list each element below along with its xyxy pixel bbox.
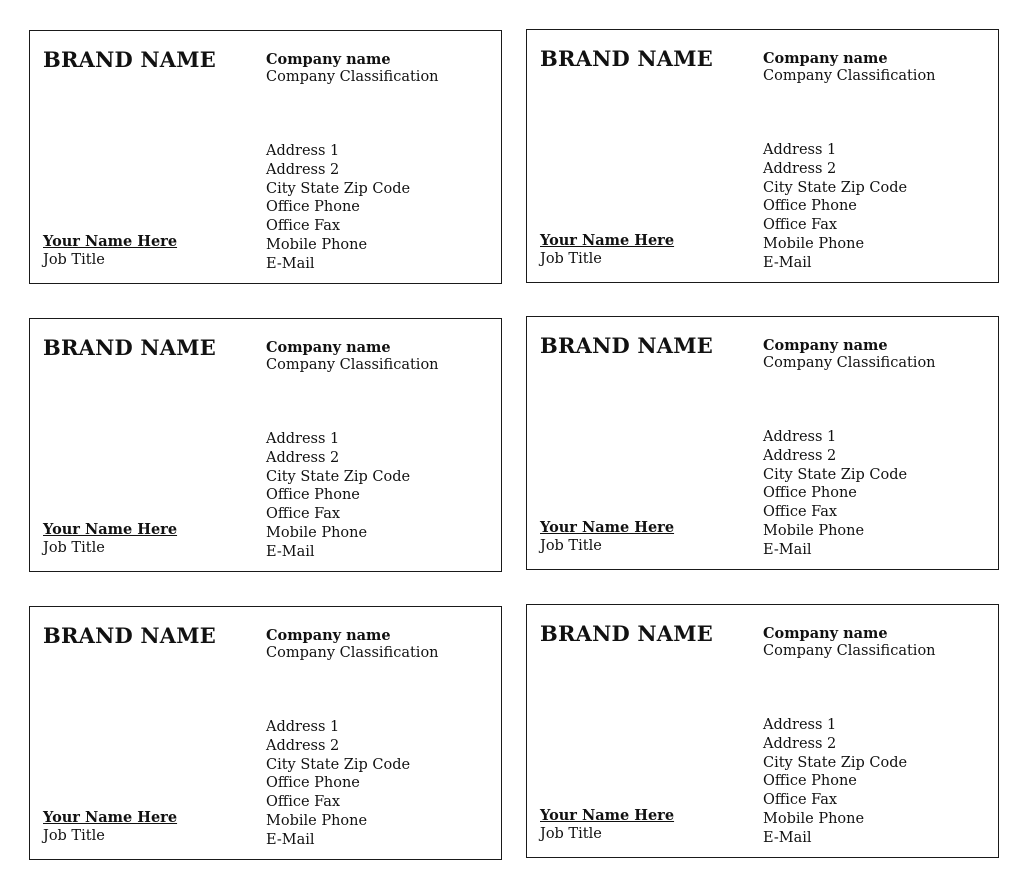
contact-details [266,142,410,274]
detail-address-1: Address 1 [266,719,340,735]
detail-email: E-Mail [266,831,315,848]
detail-office-fax: Office Fax [763,217,838,234]
detail-address-1: Address 1 [266,431,340,447]
detail-mobile-phone: Mobile Phone [763,235,865,252]
detail-address-1: Address 1 [763,142,837,158]
contact-details [266,430,410,562]
contact-details [763,428,907,560]
company-name: Company name [763,625,888,642]
detail-office-phone: Office Phone [266,487,360,504]
detail-office-phone: Office Phone [763,485,857,502]
detail-address-2: Address 2 [763,160,837,177]
detail-mobile-phone: Mobile Phone [266,236,368,253]
brand-name: BRAND NAME [540,621,713,646]
detail-address-2: Address 2 [763,447,837,464]
detail-address-2: Address 2 [266,161,340,178]
detail-office-phone: Office Phone [266,775,360,792]
contact-details [763,141,907,273]
detail-office-phone: Office Phone [763,773,857,790]
person-name: Your Name Here [540,232,675,249]
detail-mobile-phone: Mobile Phone [763,810,865,827]
detail-city-state-zip: City State Zip Code [266,756,411,773]
detail-email: E-Mail [763,541,812,558]
detail-office-phone: Office Phone [266,199,360,216]
detail-office-fax: Office Fax [763,792,838,809]
detail-office-fax: Office Fax [266,218,341,235]
company-classification: Company Classification [763,68,936,84]
business-card-1 [29,30,502,284]
business-card-3 [29,318,502,572]
person-name: Your Name Here [540,807,675,824]
brand-name: BRAND NAME [540,333,713,358]
detail-mobile-phone: Mobile Phone [266,812,368,829]
detail-email: E-Mail [763,254,812,271]
company-name: Company name [763,50,888,67]
detail-office-phone: Office Phone [763,198,857,215]
person-name: Your Name Here [43,809,178,826]
detail-email: E-Mail [763,829,812,846]
detail-address-2: Address 2 [266,449,340,466]
detail-mobile-phone: Mobile Phone [763,522,865,539]
brand-name: BRAND NAME [43,623,216,648]
detail-email: E-Mail [266,255,315,272]
detail-city-state-zip: City State Zip Code [763,754,908,771]
detail-office-fax: Office Fax [266,794,341,811]
job-title: Job Title [43,828,105,844]
business-card-4 [526,316,999,570]
job-title: Job Title [540,251,602,267]
detail-city-state-zip: City State Zip Code [763,466,908,483]
company-classification: Company Classification [266,357,439,373]
detail-office-fax: Office Fax [763,504,838,521]
business-card-6 [526,604,999,858]
detail-city-state-zip: City State Zip Code [266,468,411,485]
detail-address-2: Address 2 [763,735,837,752]
business-card-2 [526,29,999,283]
job-title: Job Title [43,540,105,556]
brand-name: BRAND NAME [540,46,713,71]
job-title: Job Title [540,826,602,842]
company-name: Company name [266,627,391,644]
business-card-5 [29,606,502,860]
job-title: Job Title [540,538,602,554]
detail-email: E-Mail [266,543,315,560]
detail-address-2: Address 2 [266,737,340,754]
job-title: Job Title [43,252,105,268]
detail-address-1: Address 1 [763,429,837,445]
company-classification: Company Classification [266,645,439,661]
detail-address-1: Address 1 [763,717,837,733]
detail-office-fax: Office Fax [266,506,341,523]
person-name: Your Name Here [540,519,675,536]
person-name: Your Name Here [43,521,178,538]
contact-details [763,716,907,848]
detail-city-state-zip: City State Zip Code [266,180,411,197]
company-name: Company name [266,51,391,68]
brand-name: BRAND NAME [43,335,216,360]
brand-name: BRAND NAME [43,47,216,72]
detail-mobile-phone: Mobile Phone [266,524,368,541]
detail-city-state-zip: City State Zip Code [763,179,908,196]
contact-details [266,718,410,850]
company-name: Company name [266,339,391,356]
company-name: Company name [763,337,888,354]
company-classification: Company Classification [763,643,936,659]
company-classification: Company Classification [763,355,936,371]
person-name: Your Name Here [43,233,178,250]
detail-address-1: Address 1 [266,143,340,159]
company-classification: Company Classification [266,69,439,85]
